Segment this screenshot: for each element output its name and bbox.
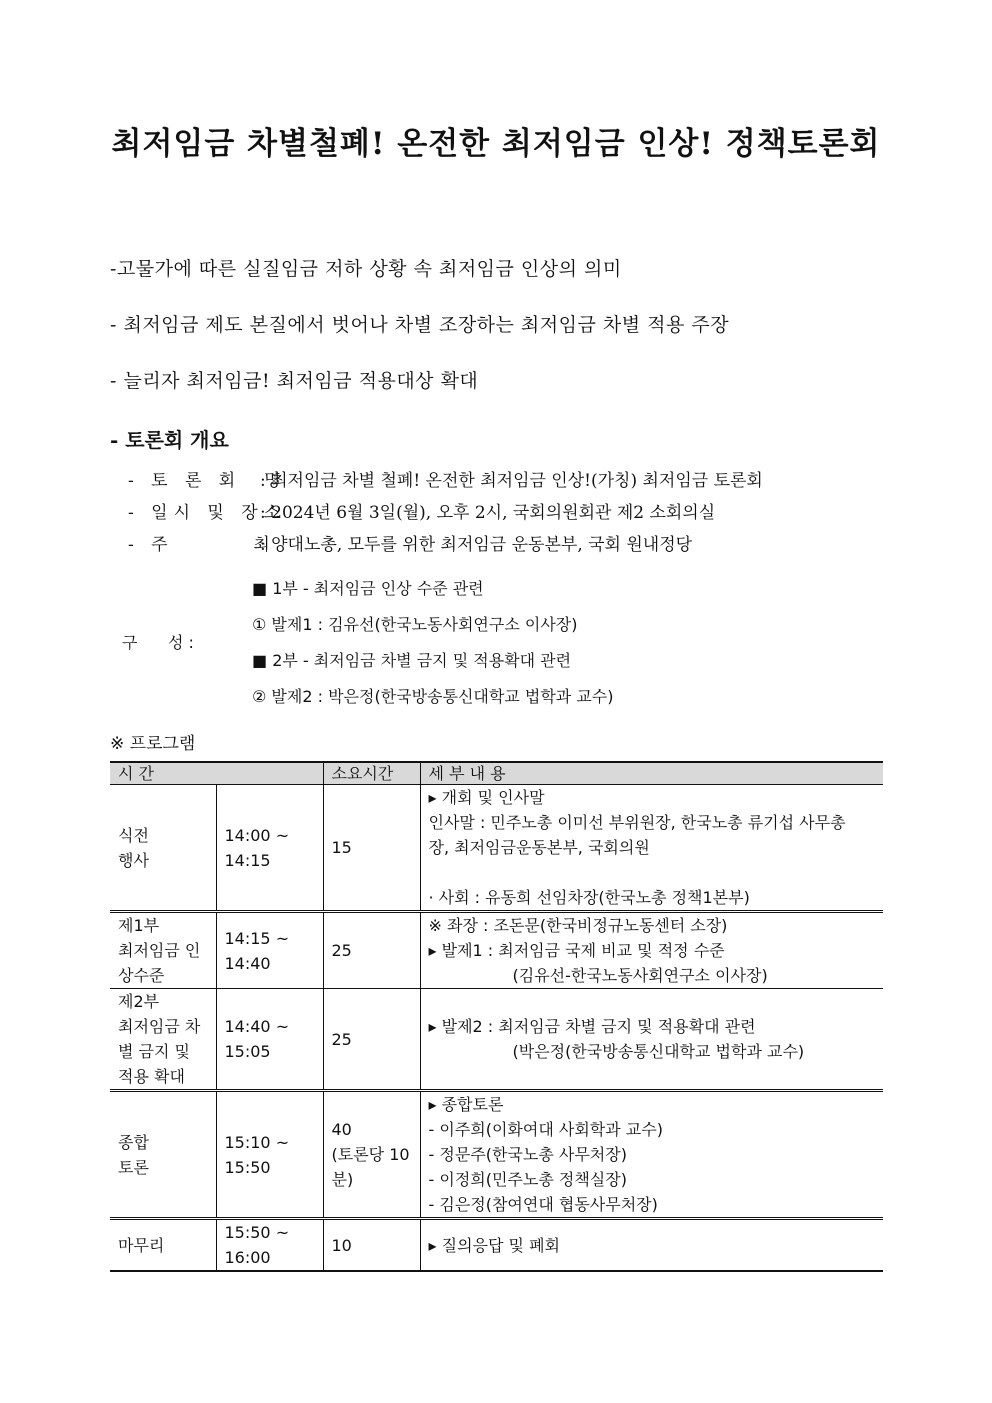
header-time: 시 간 bbox=[110, 762, 323, 785]
time-cell-line: 15:50 ~ bbox=[224, 1223, 290, 1242]
details-cell bbox=[420, 989, 883, 1091]
details-cell-line: ※ 좌장 : 조돈문(한국비정규노동센터 소장) bbox=[428, 916, 728, 935]
intro-bullet-1: -고물가에 따른 실질임금 저하 상황 속 최저임금 인상의 의미 bbox=[110, 258, 622, 280]
session-name-cell-line: 행사 bbox=[118, 850, 149, 870]
time-cell bbox=[216, 1091, 323, 1219]
program-table-body bbox=[110, 785, 883, 1272]
time-cell bbox=[216, 1219, 323, 1272]
duration-cell bbox=[323, 1091, 420, 1219]
session-name-cell-line: 최저임금 차 bbox=[118, 1017, 201, 1036]
details-cell bbox=[420, 1219, 883, 1272]
duration-cell bbox=[323, 912, 420, 989]
details-cell bbox=[420, 1091, 883, 1219]
page-title: 최저임금 차별철폐! 온전한 최저임금 인상! 정책토론회 bbox=[111, 126, 881, 162]
duration-cell bbox=[323, 1219, 420, 1272]
duration-cell-line: 25 bbox=[331, 1029, 352, 1049]
details-cell bbox=[420, 785, 883, 912]
session-name-cell bbox=[110, 912, 216, 989]
composition-item: ① 발제1 : 김유선(한국노동사회연구소 이사장) bbox=[252, 615, 578, 634]
overview-row-datetime bbox=[128, 498, 715, 523]
table-row bbox=[110, 989, 883, 1091]
table-row bbox=[110, 1219, 883, 1272]
duration-cell-line: (토론당 10 bbox=[331, 1145, 410, 1164]
time-cell-line: 14:15 ~ bbox=[224, 928, 290, 948]
details-cell-line: (김유선-한국노동사회연구소 이사장) bbox=[512, 966, 768, 985]
header-duration: 소요시간 bbox=[323, 762, 420, 785]
composition-label: 구 성 : bbox=[122, 633, 194, 652]
duration-cell bbox=[323, 989, 420, 1091]
details-cell-line: - 이주희(이화여대 사회학과 교수) bbox=[428, 1120, 663, 1139]
overview-label: - 일시 및 장소 bbox=[128, 503, 287, 523]
duration-cell bbox=[323, 785, 420, 912]
table-header-row bbox=[110, 762, 883, 785]
session-name-cell bbox=[110, 1219, 216, 1272]
session-name-cell-line: 토론 bbox=[118, 1157, 149, 1177]
details-cell-line: ▸ 발제2 : 최저임금 차별 금지 및 적용확대 관련 bbox=[428, 1017, 756, 1036]
composition-item: ② 발제2 : 박은정(한국방송통신대학교 법학과 교수) bbox=[252, 687, 614, 706]
duration-cell-line: 분) bbox=[331, 1170, 354, 1189]
time-cell bbox=[216, 989, 323, 1091]
session-name-cell-line: 최저임금 인 bbox=[118, 941, 201, 960]
details-cell-line: ▸ 질의응답 및 폐회 bbox=[428, 1235, 560, 1255]
session-name-cell bbox=[110, 785, 216, 912]
time-cell-line: 14:40 ~ bbox=[224, 1017, 290, 1036]
session-name-cell bbox=[110, 989, 216, 1091]
time-cell-line: 14:15 bbox=[224, 850, 271, 870]
details-cell-line: - 정문주(한국노총 사무처장) bbox=[428, 1145, 627, 1164]
details-cell-line: - 이정희(민주노총 정책실장) bbox=[428, 1170, 627, 1189]
program-label: ※ 프로그램 bbox=[110, 734, 196, 754]
details-cell-line: · 사회 : 유동희 선임차장(한국노총 정책1본부) bbox=[428, 888, 750, 907]
time-cell bbox=[216, 785, 323, 912]
session-name-cell-line: 적용 확대 bbox=[118, 1067, 185, 1086]
time-cell bbox=[216, 912, 323, 989]
overview-row-name bbox=[128, 466, 763, 491]
overview-label: - 토 론 회 명 bbox=[128, 471, 287, 491]
session-name-cell-line: 제2부 bbox=[118, 992, 160, 1011]
duration-cell-line: 40 bbox=[331, 1120, 352, 1139]
intro-bullet-3: - 늘리자 최저임금! 최저임금 적용대상 확대 bbox=[110, 370, 479, 392]
session-name-cell-line: 마무리 bbox=[118, 1235, 165, 1255]
time-cell-line: 15:05 bbox=[224, 1042, 271, 1061]
details-cell-line: ▸ 개회 및 인사말 bbox=[428, 788, 545, 807]
overview-row-host bbox=[128, 530, 692, 555]
details-cell-line: - 김은정(참여연대 협동사무처장) bbox=[428, 1195, 658, 1214]
session-name-cell-line: 종합 bbox=[118, 1132, 149, 1152]
details-cell-line bbox=[429, 860, 884, 885]
session-name-cell-line: 식전 bbox=[118, 825, 149, 845]
time-cell-line: 14:00 ~ bbox=[224, 825, 290, 845]
composition-item: ■ 2부 - 최저임금 차별 금지 및 적용확대 관련 bbox=[252, 651, 572, 670]
details-cell-line: 인사말 : 민주노총 이미선 부위원장, 한국노총 류기섭 사무총 bbox=[428, 813, 846, 832]
table-row bbox=[110, 912, 883, 989]
composition-item: ■ 1부 - 최저임금 인상 수준 관련 bbox=[252, 579, 484, 598]
duration-cell-line: 10 bbox=[331, 1235, 352, 1255]
overview-heading: - 토론회 개요 bbox=[110, 428, 229, 452]
header-details: 세 부 내 용 bbox=[420, 762, 883, 785]
session-name-cell-line: 상수준 bbox=[118, 966, 165, 985]
overview-value: : 최저임금 차별 철폐! 온전한 최저임금 인상!(가칭) 최저임금 토론회 bbox=[260, 471, 763, 491]
session-name-cell-line: 제1부 bbox=[118, 916, 160, 935]
duration-cell-line: 15 bbox=[331, 838, 352, 857]
session-name-cell-line: 별 금지 및 bbox=[118, 1042, 190, 1061]
session-name-cell bbox=[110, 1091, 216, 1219]
program-table bbox=[110, 761, 883, 1272]
overview-value: : 2024년 6월 3일(월), 오후 2시, 국회의원회관 제2 소회의실 bbox=[260, 503, 716, 523]
details-cell-line: 장, 최저임금운동본부, 국회의원 bbox=[428, 838, 650, 857]
table-row bbox=[110, 785, 883, 912]
time-cell-line: 16:00 bbox=[224, 1248, 271, 1267]
time-cell-line: 14:40 bbox=[224, 953, 271, 973]
overview-value: : 양대노총, 모두를 위한 최저임금 운동본부, 국회 원내정당 bbox=[260, 535, 693, 555]
details-cell bbox=[420, 912, 883, 989]
details-cell-line: ▸ 종합토론 bbox=[428, 1095, 504, 1114]
time-cell-line: 15:50 bbox=[224, 1157, 271, 1177]
duration-cell-line: 25 bbox=[331, 941, 352, 960]
table-row bbox=[110, 1091, 883, 1219]
details-cell-line: ▸ 발제1 : 최저임금 국제 비교 및 적정 수준 bbox=[428, 941, 725, 960]
overview-label: - 주 최 bbox=[128, 535, 276, 555]
time-cell-line: 15:10 ~ bbox=[224, 1132, 290, 1152]
details-cell-line: (박은정(한국방송통신대학교 법학과 교수) bbox=[512, 1042, 805, 1061]
intro-bullet-2: - 최저임금 제도 본질에서 벗어나 차별 조장하는 최저임금 차별 적용 주장 bbox=[110, 314, 730, 336]
